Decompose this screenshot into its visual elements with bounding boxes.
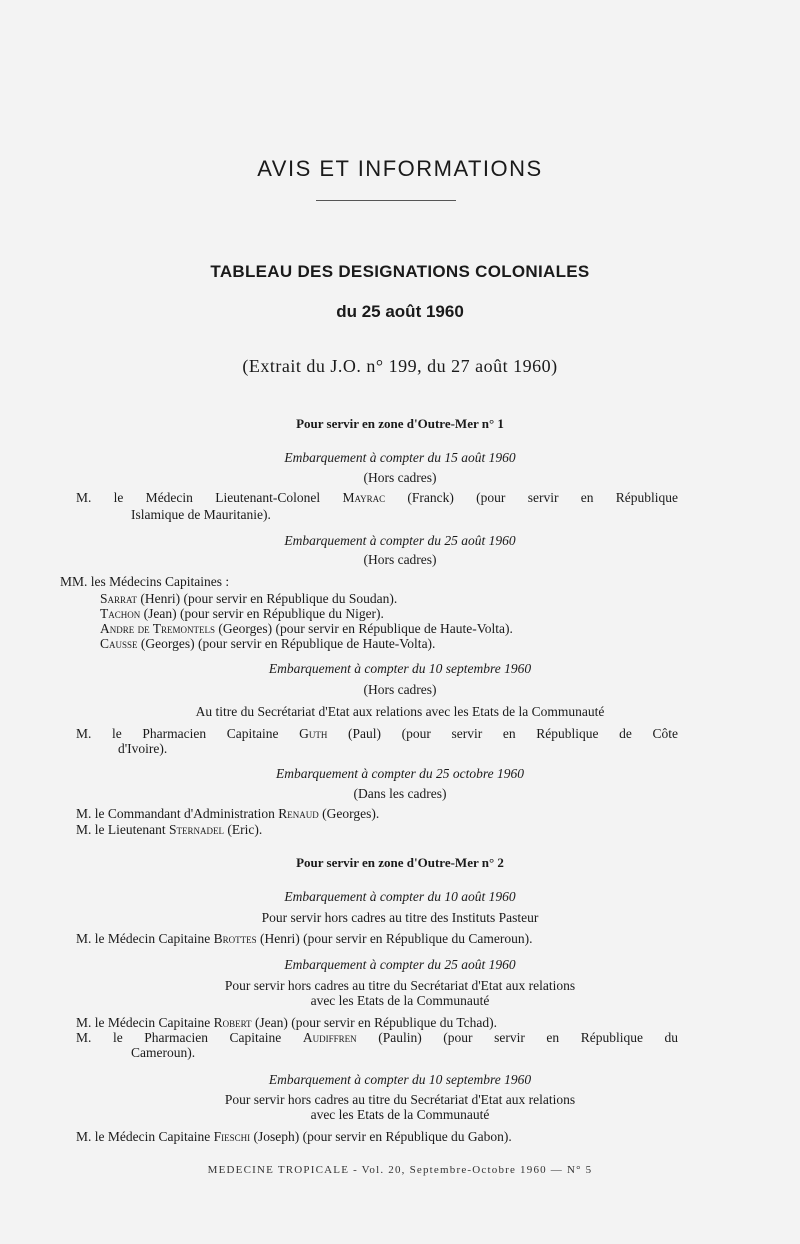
zone1-block1-entry-cont: Islamique de Mauritanie). [131, 507, 271, 522]
zone2-block2-note1: Pour servir hors cadres au titre du Secrétariat d'Etat aux relations [224, 978, 576, 993]
zone1-block3-status: (Hors cadres) [363, 682, 437, 697]
list-item: M. le Médecin Capitaine Robert (Jean) (pour servir en République du Tchad). [76, 1015, 498, 1030]
zone1-block2-embarquement: Embarquement à compter du 25 août 1960 [284, 533, 516, 548]
zone1-heading: Pour servir en zone d'Outre-Mer n° 1 [296, 416, 504, 431]
zone2-block3-entry: M. le Médecin Capitaine Fieschi (Joseph) (pour servir en République du Gabon). [76, 1129, 512, 1144]
zone1-block1-entry: M. le Médecin Lieutenant-Colonel Mayrac (Franck) (pour servir en République [76, 490, 678, 505]
table-date: du 25 août 1960 [336, 302, 464, 321]
page-footer: MEDECINE TROPICALE - Vol. 20, Septembre-Octobre 1960 — N° 5 [207, 1164, 593, 1176]
zone2-block2-embarquement: Embarquement à compter du 25 août 1960 [284, 957, 516, 972]
list-item: M. le Commandant d'Administration Renaud (Georges). [76, 806, 380, 821]
table-title: TABLEAU DES DESIGNATIONS COLONIALES [210, 262, 590, 281]
zone1-block1-embarquement: Embarquement à compter du 15 août 1960 [284, 450, 516, 465]
person-name: Fieschi [213, 1129, 251, 1144]
zone1-block2-intro: MM. les Médecins Capitaines : [60, 574, 230, 589]
list-item: M. le Pharmacien Capitaine Audiffren (Paulin) (pour servir en République du [76, 1030, 679, 1045]
zone1-block3-embarquement: Embarquement à compter du 10 septembre 1960 [268, 661, 532, 676]
zone1-block4-embarquement: Embarquement à compter du 25 octobre 1960 [276, 766, 524, 781]
zone2-block3-embarquement: Embarquement à compter du 10 septembre 1960 [268, 1072, 532, 1087]
zone2-heading: Pour servir en zone d'Outre-Mer n° 2 [296, 855, 504, 870]
zone1-block2-status: (Hors cadres) [363, 552, 437, 567]
list-item: M. le Lieutenant Sternadel (Eric). [76, 822, 263, 837]
list-item: Tachon (Jean) (pour servir en République du Niger). [100, 606, 384, 621]
person-name: Mayrac [342, 490, 386, 505]
zone1-block4-status: (Dans les cadres) [353, 786, 447, 801]
person-name: Guth [299, 726, 328, 741]
zone2-block3-note2: avec les Etats de la Communauté [310, 1107, 490, 1122]
zone2-block2-note2: avec les Etats de la Communauté [310, 993, 490, 1008]
page-title: AVIS ET INFORMATIONS [257, 156, 543, 181]
zone2-block2-cont: Cameroun). [131, 1045, 196, 1060]
zone2-block1-entry: M. le Médecin Capitaine Brottes (Henri) (pour servir en République du Cameroun). [76, 931, 533, 946]
zone1-block3-entry: M. le Pharmacien Capitaine Guth (Paul) (pour servir en République de Côte [76, 726, 679, 741]
zone1-block3-entry-cont: d'Ivoire). [118, 741, 168, 756]
title-divider [316, 200, 456, 201]
person-name: Brottes [213, 931, 257, 946]
zone1-block3-note: Au titre du Secrétariat d'Etat aux relations avec les Etats de la Communauté [195, 704, 605, 719]
list-item: Andre de Tremontels (Georges) (pour servir en République de Haute-Volta). [100, 621, 513, 636]
zone2-block1-embarquement: Embarquement à compter du 10 août 1960 [284, 889, 516, 904]
list-item: Causse (Georges) (pour servir en République de Haute-Volta). [100, 636, 436, 651]
zone2-block1-note: Pour servir hors cadres au titre des Instituts Pasteur [261, 910, 539, 925]
zone1-block1-status: (Hors cadres) [363, 470, 437, 485]
list-item: Sarrat (Henri) (pour servir en République du Soudan). [100, 591, 398, 606]
zone2-block3-note1: Pour servir hors cadres au titre du Secrétariat d'Etat aux relations [224, 1092, 576, 1107]
extract-reference: (Extrait du J.O. n° 199, du 27 août 1960) [242, 356, 558, 376]
